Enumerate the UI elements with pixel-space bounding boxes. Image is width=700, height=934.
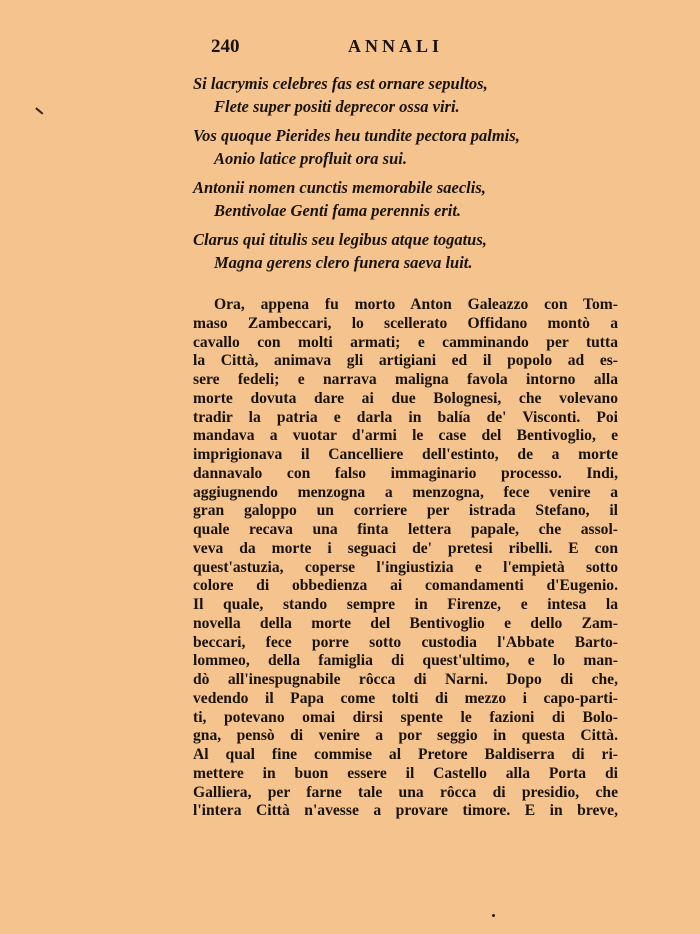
paragraph-line: Galliera, per farne tale una rôcca di presidio, che	[193, 783, 618, 801]
verse-line: Antonii nomen cunctis memorabile saeclis,	[193, 178, 486, 197]
paragraph-line: l'intera Città n'avesse a provare timore. E in breve,	[193, 802, 618, 820]
latin-epitaph	[0, 72, 700, 280]
paragraph-line: dò all'inespugnabile rôcca di Narni. Dopo di che,	[193, 671, 618, 688]
paragraph-first-line: Ora, appena fu morto Anton Galeazzo con Tom-	[214, 296, 618, 313]
paragraph-line: tradir la patria e darla in balía de' Visconti. Poi	[193, 408, 618, 426]
paragraph-line: gran galoppo un corriere per istrada Stefano, il	[193, 502, 618, 520]
couplet	[0, 228, 700, 274]
verse-line: Clarus qui titulis seu legibus atque togatus,	[193, 230, 487, 249]
paragraph-line: Il quale, stando sempre in Firenze, e intesa la	[193, 596, 618, 613]
paragraph-line: quale recava una finta lettera papale, che assol-	[193, 521, 618, 538]
couplet	[0, 72, 700, 118]
page-header	[0, 36, 700, 60]
verse-line: Vos quoque Pierides heu tundite pectora palmis,	[193, 126, 520, 145]
couplet	[0, 124, 700, 170]
paragraph-line: lommeo, della famiglia di quest'ultimo, e lo man-	[193, 652, 618, 670]
paragraph-line: gna, pensò di venire a por seggio in questa Città.	[193, 727, 618, 745]
paragraph-line: Al qual fine commise al Pretore Baldiserra di ri-	[193, 746, 618, 763]
paragraph-line: morte dovuta dare ai due Bolognesi, che volevano	[193, 389, 618, 407]
paragraph-line: mettere in buon essere il Castello alla Porta di	[193, 764, 618, 782]
verse-line: Si lacrymis celebres fas est ornare sepultos,	[193, 74, 488, 93]
paragraph-line: colore di obbedienza ai comandamenti d'Eugenio.	[193, 577, 618, 595]
ink-speck	[492, 914, 495, 917]
verse-line: Magna gerens clero funera saeva luit.	[214, 253, 473, 272]
paragraph-line: vedendo il Papa come tolti di mezzo i capo-parti-	[193, 689, 618, 707]
paragraph-line: mandava a vuotar d'armi le case del Bentivoglio, e	[193, 427, 618, 445]
verse-line: Aonio latice profluit ora sui.	[214, 149, 407, 168]
paragraph-line: ti, potevano omai dirsi spente le fazioni di Bolo-	[193, 708, 618, 726]
page-number: 240	[211, 36, 240, 57]
paragraph-line: novella della morte del Bentivoglio e dello Zam-	[193, 614, 618, 632]
prose-body	[193, 296, 618, 821]
paragraph-line: dannavalo con falso immaginario processo. Indi,	[193, 464, 618, 482]
couplet	[0, 176, 700, 222]
paragraph-line: la Città, animava gli artigiani ed il popolo ad es-	[193, 352, 618, 370]
verse-line: Flete super positi deprecor ossa viri.	[214, 97, 460, 116]
verse-line: Bentivolae Genti fama perennis erit.	[214, 201, 462, 220]
paragraph-line: aggiugnendo menzogna a menzogna, fece venire a	[193, 483, 618, 501]
paragraph-line: sere fedeli; e narrava maligna favola intorno alla	[193, 371, 618, 388]
paragraph-line: beccari, fece porre sotto custodia l'Abbate Barto-	[193, 633, 618, 651]
paragraph-line: imprigionava il Cancelliere dell'estinto, de a morte	[193, 446, 618, 463]
paragraph-line: maso Zambeccari, lo scellerato Offidano montò a	[193, 314, 618, 332]
paragraph-line: quest'astuzia, coperse l'ingiustizia e l'empietà sotto	[193, 558, 618, 576]
paragraph-line: cavallo con molti armati; e camminando per tutta	[193, 333, 618, 351]
running-title: ANNALI	[348, 36, 444, 56]
paragraph-line: veva da morte i seguaci de' pretesi ribelli. E con	[193, 539, 618, 557]
